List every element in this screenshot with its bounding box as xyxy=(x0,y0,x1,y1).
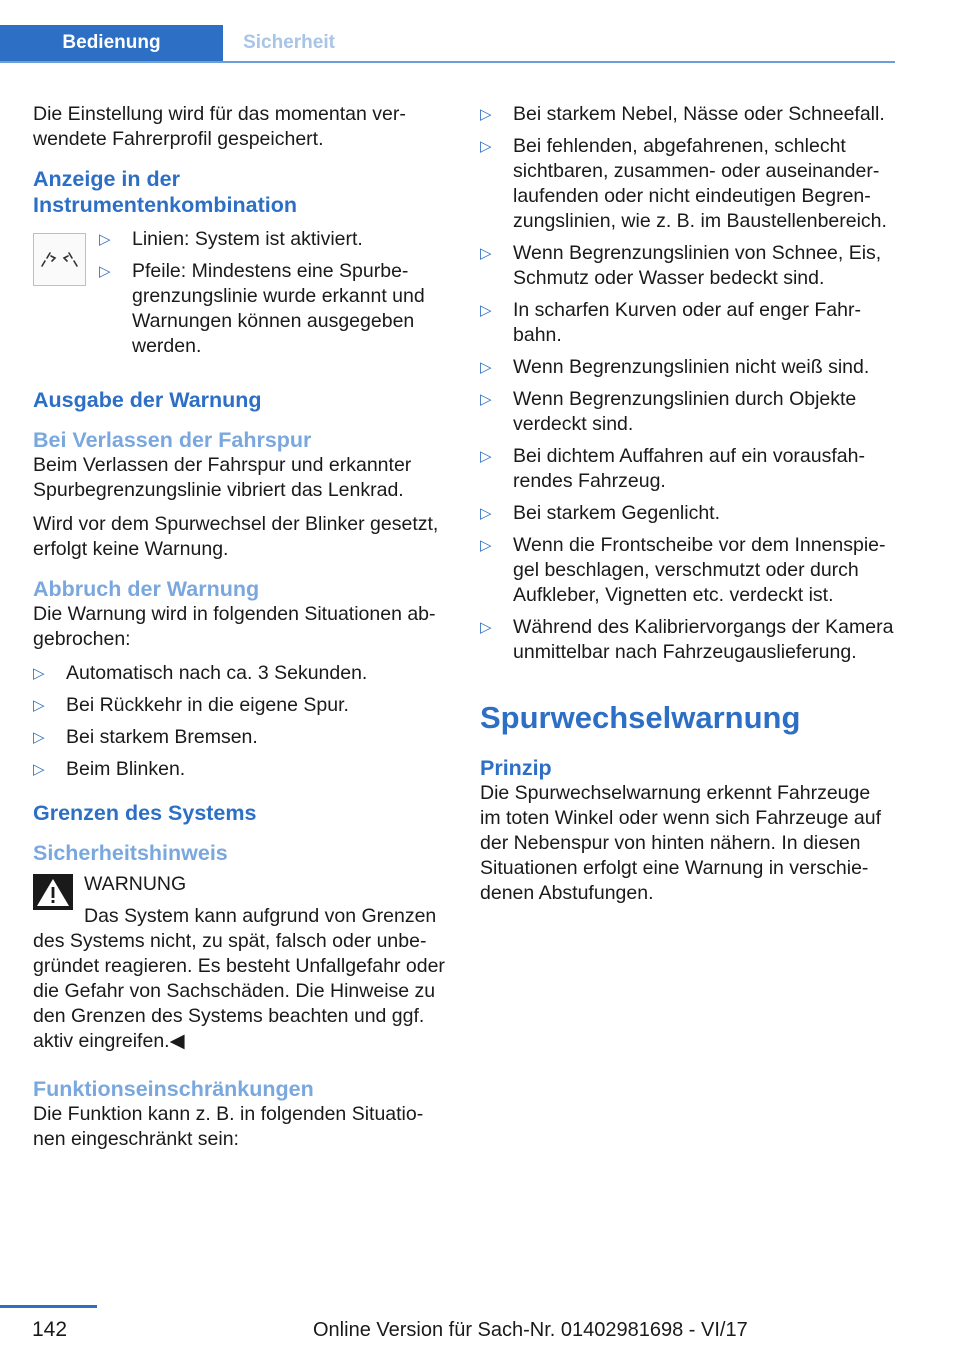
triangle-right-icon: ▷ xyxy=(33,697,45,714)
list-item: ▷ Wenn Begrenzungslinien von Schnee, Eis, Schmutz oder Wasser bedeckt sind. xyxy=(480,242,882,289)
heading-spurwechselwarnung: Spurwechselwarnung xyxy=(480,700,801,735)
right-column xyxy=(480,102,895,906)
triangle-right-icon: ▷ xyxy=(99,263,111,280)
list-item: ▷ Wenn die Frontscheibe vor dem Innenspiegel beschlagen, verschmutzt oder durch Aufkleber, Vignetten etc. verdeckt ist. xyxy=(480,534,886,606)
list-item: ▷ Pfeile: Mindestens eine Spurbegrenzungslinie wurde erkannt und Warnungen können ausgegeben werden. xyxy=(99,260,425,357)
triangle-right-icon: ▷ xyxy=(480,245,492,262)
list-item: ▷ Linien: System ist aktiviert. xyxy=(99,228,363,250)
tab-sicherheit[interactable]: Sicherheit xyxy=(243,32,335,53)
triangle-right-icon: ▷ xyxy=(480,138,492,155)
page-number: 142 xyxy=(32,1318,68,1341)
heading-verlassen: Bei Verlassen der Fahrspur xyxy=(33,428,312,452)
list-item: ▷ Beim Blinken. xyxy=(33,758,186,780)
intro-paragraph: Die Einstellung wird für das momentan verwendete Fahrerprofil gespeichert. xyxy=(33,103,406,150)
funktion-paragraph: Die Funktion kann z. B. in folgenden Situationen eingeschränkt sein: xyxy=(33,1103,424,1150)
triangle-right-icon: ▷ xyxy=(33,729,45,746)
lane-departure-icon xyxy=(33,233,86,286)
anzeige-list xyxy=(99,227,448,359)
triangle-right-icon: ▷ xyxy=(480,106,492,123)
warning-triangle-icon xyxy=(33,874,73,910)
list-item: ▷ Wenn Begrenzungslinien nicht weiß sind. xyxy=(480,356,870,378)
list-item: ▷ Während des Kalibriervorgangs der Kamera unmittelbar nach Fahrzeugauslieferung. xyxy=(480,616,894,663)
list-item: ▷ Bei fehlenden, abgefahrenen, schlecht sichtbaren, zusammen- oder auseinanderlaufenden oder nicht eindeutigen Begrenzungslinien, wie z. B. im Baustellenbereich. xyxy=(480,135,887,232)
left-column xyxy=(33,102,448,1152)
tab-bedienung[interactable]: Bedienung xyxy=(0,25,223,61)
limits-list xyxy=(480,102,895,665)
triangle-right-icon: ▷ xyxy=(480,537,492,554)
heading-ausgabe: Ausgabe der Warnung xyxy=(33,388,262,412)
triangle-right-icon: ▷ xyxy=(33,665,45,682)
heading-grenzen: Grenzen des Systems xyxy=(33,801,257,825)
footer-rule xyxy=(0,1305,97,1308)
heading-abbruch: Abbruch der Warnung xyxy=(33,577,260,601)
anzeige-block xyxy=(33,227,448,359)
triangle-right-icon: ▷ xyxy=(33,761,45,778)
list-item: ▷ Bei starkem Bremsen. xyxy=(33,726,258,748)
list-item: ▷ Automatisch nach ca. 3 Sekunden. xyxy=(33,662,368,684)
list-item: ▷ Bei starkem Gegenlicht. xyxy=(480,502,721,524)
warning-title: WARNUNG xyxy=(84,873,187,895)
list-item: ▷ Bei Rückkehr in die eigene Spur. xyxy=(33,694,349,716)
abbruch-paragraph: Die Warnung wird in folgenden Situationen abgebrochen: xyxy=(33,603,436,650)
triangle-right-icon: ▷ xyxy=(480,391,492,408)
list-item: ▷ Wenn Begrenzungslinien durch Objekte verdeckt sind. xyxy=(480,388,857,435)
verlassen-paragraph-2: Wird vor dem Spurwechsel der Blinker gesetzt, erfolgt keine Warnung. xyxy=(33,513,439,560)
heading-anzeige: Anzeige in der Instrumentenkombination xyxy=(33,167,297,217)
heading-sicherheitshinweis: Sicherheitshinweis xyxy=(33,841,228,865)
verlassen-paragraph-1: Beim Verlassen der Fahrspur und erkannter Spurbegrenzungslinie vibriert das Lenkrad. xyxy=(33,454,412,501)
prinzip-paragraph: Die Spurwechselwarnung erkennt Fahrzeuge im toten Winkel oder wenn sich Fahrzeuge auf der Nebenspur von hinten nähern. In diesen Situationen erfolgt eine Warnung in verschiedenen Abstufungen. xyxy=(480,782,882,904)
triangle-right-icon: ▷ xyxy=(480,619,492,636)
list-item: ▷ Bei dichtem Auffahren auf ein vorausfahrendes Fahrzeug. xyxy=(480,445,865,492)
heading-prinzip: Prinzip xyxy=(480,756,552,780)
list-item: ▷ Bei starkem Nebel, Nässe oder Schneefall. xyxy=(480,103,885,125)
warning-text: Das System kann aufgrund von Grenzen des Systems nicht, zu spät, falsch oder unbegründet reagieren. Es besteht Unfallgefahr oder die Gefahr von Sachschäden. Die Hinweise zu den Grenzen des Systems beachten und ggf. aktiv eingreifen.◀ xyxy=(33,905,445,1052)
triangle-right-icon: ▷ xyxy=(99,231,111,248)
triangle-right-icon: ▷ xyxy=(480,359,492,376)
triangle-right-icon: ▷ xyxy=(480,448,492,465)
heading-funktion: Funktionseinschränkungen xyxy=(33,1077,314,1101)
triangle-right-icon: ▷ xyxy=(480,302,492,319)
online-version-label: Online Version für Sach-Nr. 01402981698 - VI/17 xyxy=(313,1319,748,1341)
header-tabbar xyxy=(0,25,895,63)
warning-block xyxy=(33,872,448,1054)
abbruch-list xyxy=(33,661,448,782)
list-item: ▷ In scharfen Kurven oder auf enger Fahrbahn. xyxy=(480,299,861,346)
triangle-right-icon: ▷ xyxy=(480,505,492,522)
